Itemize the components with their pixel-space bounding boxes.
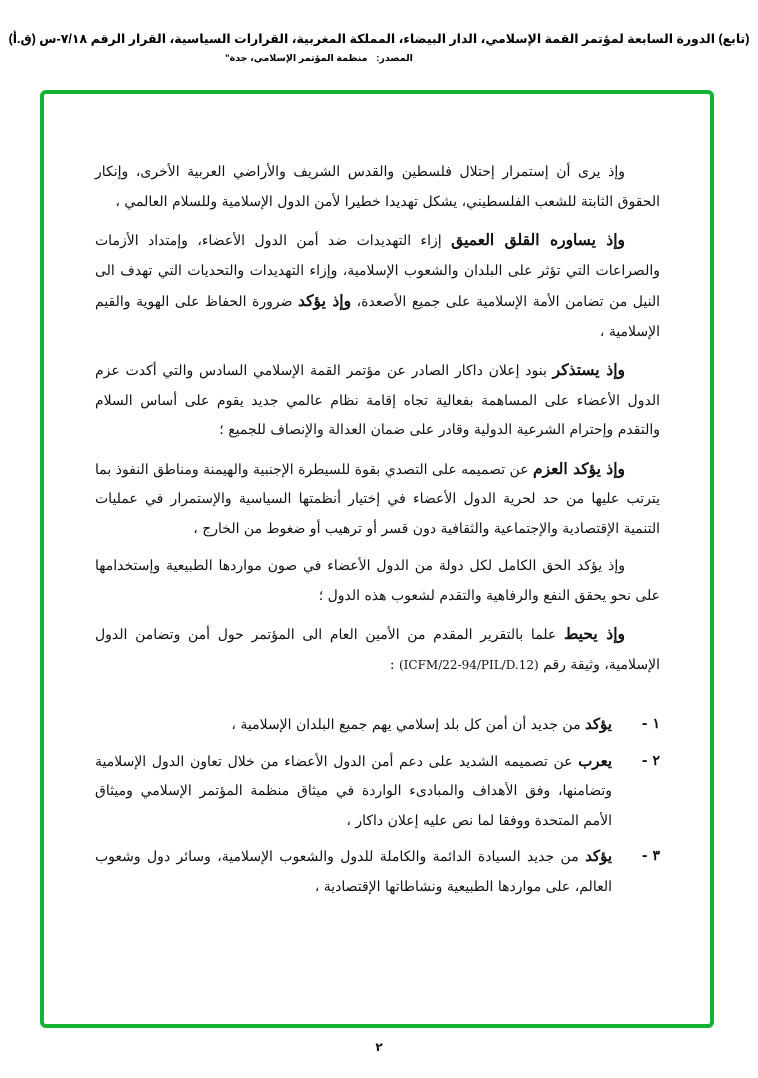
document-reference: (ICFM/22-94/PIL/D.12) [399, 657, 539, 672]
paragraph-tail: : [389, 656, 395, 673]
paragraph-lead: وإذ يستذكر [552, 360, 625, 379]
document-body [95, 158, 660, 908]
paragraph-text: بنود إعلان داكار الصادر عن مؤتمر القمة الإسلامي السادس والتي أكدت عزم الدول الأعضاء على المساهمة بفعالية تجاه إقامة نظام عالمي جديد يقوم على أساس السلام والتقدم وإحترام الشرعية الدولية وقادر على ضمان العدالة والإنصاف للجميع ؛ [95, 363, 660, 438]
paragraph-4 [95, 454, 660, 545]
operative-item-3 [95, 842, 660, 902]
paragraph-text: الحق الكامل لكل دولة من الدول الأعضاء في صون مواردها الطبيعية وإستخدامها على نحو يحقق النفع والرفاهية والتقدم لشعوب هذه الدول ؛ [95, 558, 660, 604]
paragraph-2 [95, 225, 660, 347]
paragraph-5 [95, 552, 660, 611]
document-header [0, 30, 758, 66]
paragraph-6 [95, 619, 660, 680]
item-lead: يؤكد [585, 847, 613, 865]
page-number: ٢ [375, 1040, 383, 1054]
paragraph-text: عن تصميمه على التصدي بقوة للسيطرة الإجنبية والهيمنة ومناطق النفوذ بما يترتب عليها من حد لحرية الدول الأعضاء في إختيار أنظمتها السياسية والإستمرار في عمليات التنمية الإقتصادية والإجتماعية والثقافية دون قسر أو ترهيب أو ضغوط من الخارج ، [95, 461, 660, 537]
operative-item-2 [95, 747, 660, 837]
header-source [0, 52, 758, 66]
paragraph-text-secondary: ضرورة الحفاظ على الهوية والقيم الإسلامية ، [95, 294, 660, 340]
item-number: ١ - [641, 716, 660, 732]
paragraph-3 [95, 355, 660, 446]
paragraph-lead: وإذ يرى [577, 164, 626, 180]
section-spacer [95, 688, 660, 710]
item-number: ٢ - [641, 752, 660, 769]
paragraph-text: علما بالتقرير المقدم من الأمين العام الى المؤتمر حول أمن وتضامن الدول الإسلامية، وثيقة رقم [95, 627, 660, 673]
item-text: من جديد أن أمن كل بلد إسلامي يهم جميع البلدان الإسلامية ، [231, 717, 581, 733]
item-lead: يعرب [578, 751, 612, 770]
item-text: من جديد السيادة الدائمة والكاملة للدول والشعوب الإسلامية، وسائر دول وشعوب العالم، على مواردها الطبيعية ونشاطاتها الإقتصادية ، [95, 849, 612, 895]
item-lead: يؤكد [585, 715, 612, 733]
paragraph-lead: وإذ يؤكد العزم [533, 458, 625, 478]
source-value: منظمة المؤتمر الإسلامي، جدة" [225, 53, 368, 64]
paragraph-lead-secondary: وإذ يؤكد [298, 291, 352, 310]
header-title: (تابع) الدورة السابعة لمؤتمر القمة الإسلامي، الدار البيضاء، المملكة المغربية، القرارات السياسية، القرار الرقم ٧/١٨-س (ق.أ) [8, 32, 750, 46]
paragraph-lead: وإذ يؤكد [577, 558, 625, 574]
item-text: عن تصميمه الشديد على دعم أمن الدول الأعضاء من خلال تعاون الدول الإسلامية وتضامنها، وفق الأهداف والمبادىء الواردة في ميثاق منظمة المؤتمر الإسلامي وميثاق الأمم المتحدة ووفقا لما نص عليه إعلان داكار ، [95, 753, 612, 829]
paragraph-lead: وإذ يساوره القلق العميق [451, 230, 626, 249]
paragraph-text: إزاء التهديدات ضد أمن الدول الأعضاء، وإمتداد الأزمات والصراعات التي تؤثر على البلدان والشعوب الإسلامية، وإزاء التهديدات والتحديات التي تهدف الى النيل من تضامن الأمة الإسلامية على جميع الأصعدة، [95, 233, 660, 310]
item-number: ٣ - [641, 848, 660, 864]
paragraph-1 [95, 158, 660, 217]
paragraph-lead: وإذ يحيط [563, 624, 625, 643]
paragraph-text: أن إستمرار إحتلال فلسطين والقدس الشريف والأراضي العربية الأخرى، وإنكار الحقوق الثابتة للشعب الفلسطيني، يشكل تهديدا خطيرا لأمن الدول الإسلامية وللسلام العالمي ، [95, 164, 660, 210]
source-label: المصدر: [376, 53, 413, 64]
operative-item-1 [95, 710, 660, 741]
